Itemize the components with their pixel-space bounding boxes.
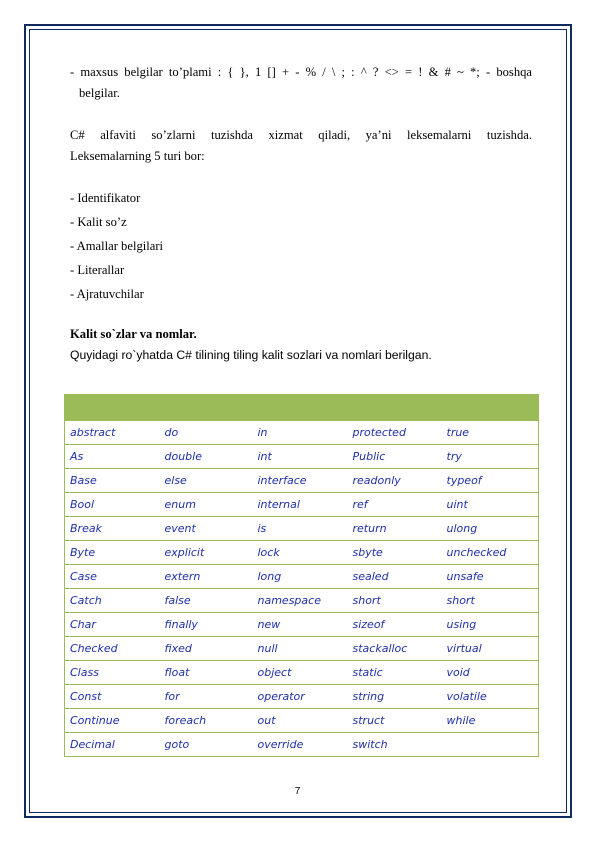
table-cell: Const [65, 685, 160, 709]
table-row [65, 517, 539, 541]
table-row [65, 565, 539, 589]
table-cell: short [442, 589, 539, 613]
table-header-row [65, 395, 539, 421]
table-cell: typeof [442, 469, 539, 493]
table-cell: new [253, 613, 348, 637]
table-cell: unsafe [442, 565, 539, 589]
table-cell: enum [160, 493, 253, 517]
table-cell: As [65, 445, 160, 469]
table-cell: return [348, 517, 442, 541]
table-cell: int [253, 445, 348, 469]
table-cell: object [253, 661, 348, 685]
table-cell: Case [65, 565, 160, 589]
table-cell: extern [160, 565, 253, 589]
table-row [65, 637, 539, 661]
table-cell: uint [442, 493, 539, 517]
table-row [65, 613, 539, 637]
table-cell: lock [253, 541, 348, 565]
table-cell: Public [348, 445, 442, 469]
table-cell: short [348, 589, 442, 613]
table-cell: ref [348, 493, 442, 517]
table-cell: stackalloc [348, 637, 442, 661]
table-cell: Class [65, 661, 160, 685]
table-cell: interface [253, 469, 348, 493]
list-item: - Literallar [70, 263, 125, 277]
table-cell: readonly [348, 469, 442, 493]
table-cell: Base [65, 469, 160, 493]
table-row [65, 541, 539, 565]
table-row [65, 685, 539, 709]
table-cell: volatile [442, 685, 539, 709]
table-cell: unchecked [442, 541, 539, 565]
table-row [65, 709, 539, 733]
table-cell: Decimal [65, 733, 160, 757]
table-row [65, 589, 539, 613]
table-cell: Continue [65, 709, 160, 733]
list-item: - Kalit so’z [70, 215, 127, 229]
table-row [65, 661, 539, 685]
table-header-cell [253, 395, 348, 421]
table-cell: out [253, 709, 348, 733]
table-cell: Bool [65, 493, 160, 517]
table-cell: event [160, 517, 253, 541]
table-cell: string [348, 685, 442, 709]
table-cell: Char [65, 613, 160, 637]
table-cell: do [160, 421, 253, 445]
table-cell: static [348, 661, 442, 685]
table-row [65, 421, 539, 445]
table-cell [442, 733, 539, 757]
table-cell: goto [160, 733, 253, 757]
table-cell: Break [65, 517, 160, 541]
table-cell: true [442, 421, 539, 445]
symbols-line-1: - maxsus belgilar to’plami : { }, 1 [] + - % / \ ; : ^ ? <> = ! & # ~ *; - boshqa [70, 65, 532, 79]
table-header-cell [348, 395, 442, 421]
list-item: - Ajratuvchilar [70, 287, 144, 301]
table-cell: Byte [65, 541, 160, 565]
table-cell: long [253, 565, 348, 589]
table-cell: fixed [160, 637, 253, 661]
table-cell: sbyte [348, 541, 442, 565]
table-row [65, 469, 539, 493]
table-header-cell [65, 395, 160, 421]
table-cell: is [253, 517, 348, 541]
table-cell: explicit [160, 541, 253, 565]
alphabet-line-1: C# alfaviti so’zlarni tuzishda xizmat qiladi, ya’ni leksemalarni tuzishda. [70, 128, 532, 142]
list-item: - Amallar belgilari [70, 239, 164, 253]
table-cell: in [253, 421, 348, 445]
table-cell: Checked [65, 637, 160, 661]
alphabet-line-2: Leksemalarning 5 turi bor: [70, 149, 205, 163]
table-row [65, 445, 539, 469]
list-item: - Identifikator [70, 191, 141, 205]
intro-text: Quyidagi ro`yhatda C# tilining tiling kalit sozlari va nomlari berilgan. [70, 348, 432, 362]
table-cell: struct [348, 709, 442, 733]
table-cell: for [160, 685, 253, 709]
table-cell: abstract [65, 421, 160, 445]
table-cell: foreach [160, 709, 253, 733]
table-cell: Catch [65, 589, 160, 613]
table-cell: ulong [442, 517, 539, 541]
table-row [65, 733, 539, 757]
table-cell: internal [253, 493, 348, 517]
table-cell: null [253, 637, 348, 661]
page-number: 7 [294, 786, 301, 797]
table-cell: protected [348, 421, 442, 445]
table-row [65, 493, 539, 517]
table-cell: double [160, 445, 253, 469]
table-cell: while [442, 709, 539, 733]
table-cell: sealed [348, 565, 442, 589]
table-cell: override [253, 733, 348, 757]
table-cell: sizeof [348, 613, 442, 637]
keywords-table [64, 394, 539, 757]
table-cell: finally [160, 613, 253, 637]
table-cell: switch [348, 733, 442, 757]
table-header-cell [442, 395, 539, 421]
table-cell: namespace [253, 589, 348, 613]
lexeme-types-list [70, 186, 532, 306]
page-content [70, 62, 532, 366]
section-heading: Kalit so`zlar va nomlar. [70, 327, 197, 341]
table-cell: void [442, 661, 539, 685]
table-cell: false [160, 589, 253, 613]
table-cell: try [442, 445, 539, 469]
table-cell: virtual [442, 637, 539, 661]
table-header-cell [160, 395, 253, 421]
table-cell: operator [253, 685, 348, 709]
table-cell: else [160, 469, 253, 493]
symbols-line-2: belgilar. [79, 86, 120, 100]
table-cell: float [160, 661, 253, 685]
table-cell: using [442, 613, 539, 637]
